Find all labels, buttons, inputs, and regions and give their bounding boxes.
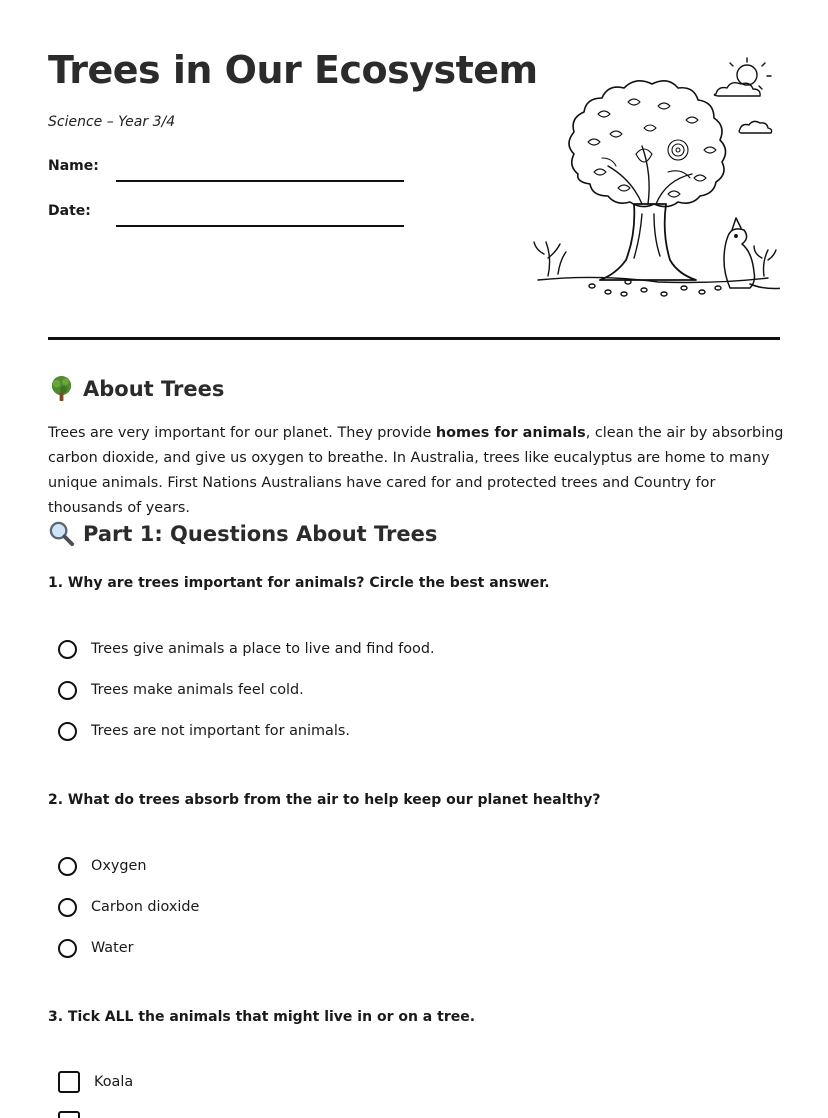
subject-subtitle: Science – Year 3/4 xyxy=(48,114,176,130)
header-divider xyxy=(48,337,780,340)
radio-circle[interactable] xyxy=(58,898,77,917)
part1-heading xyxy=(48,520,437,547)
q2-option-2[interactable] xyxy=(58,895,199,919)
radio-circle[interactable] xyxy=(58,681,77,700)
name-label: Name: xyxy=(48,158,99,174)
about-heading-text: About Trees xyxy=(83,376,225,401)
option-label: Oxygen xyxy=(91,858,147,874)
q1-option-2[interactable] xyxy=(58,678,304,702)
date-label: Date: xyxy=(48,203,91,219)
checkbox[interactable] xyxy=(58,1111,80,1118)
cloud-icon xyxy=(714,83,760,96)
option-label: Water xyxy=(91,940,134,956)
page-title: Trees in Our Ecosystem xyxy=(48,48,538,92)
option-label: Carbon dioxide xyxy=(91,899,200,915)
tree-trunk xyxy=(600,204,696,280)
q3-option-1[interactable] xyxy=(58,1070,133,1094)
q1-option-3[interactable] xyxy=(58,719,350,743)
date-write-line[interactable] xyxy=(116,225,404,227)
question-2: 2. What do trees absorb from the air to help keep our planet healthy? xyxy=(48,792,601,808)
checkbox[interactable] xyxy=(58,1071,80,1093)
radio-circle[interactable] xyxy=(58,857,77,876)
q3-option-2[interactable] xyxy=(58,1110,80,1118)
option-label: Trees give animals a place to live and find food. xyxy=(91,641,435,657)
tree-icon xyxy=(48,375,75,402)
q2-option-1[interactable] xyxy=(58,854,146,878)
q2-option-3[interactable] xyxy=(58,936,134,960)
option-label: Trees are not important for animals. xyxy=(91,723,350,739)
about-text-end: , clean the air by absorbing carbon dioxide, and give us oxygen to breathe. In Australia, trees like eucalyptus are home to many unique animals. First Nations Australians have cared for and protected trees and Country for thousands of years. xyxy=(48,425,784,516)
radio-circle[interactable] xyxy=(58,640,77,659)
question-1: 1. Why are trees important for animals? Circle the best answer. xyxy=(48,575,550,591)
option-label: Koala xyxy=(94,1074,134,1090)
q1-option-1[interactable] xyxy=(58,637,435,661)
about-bold-text: homes for animals xyxy=(435,425,586,441)
date-field[interactable] xyxy=(48,203,408,233)
option-label: Trees make animals feel cold. xyxy=(91,682,304,698)
name-write-line[interactable] xyxy=(116,180,404,182)
radio-circle[interactable] xyxy=(58,939,77,958)
radio-circle[interactable] xyxy=(58,722,77,741)
tree-kangaroo-illustration xyxy=(518,54,780,304)
cloud-icon xyxy=(739,121,771,133)
question-3: 3. Tick ALL the animals that might live in or on a tree. xyxy=(48,1009,476,1025)
tree-canopy xyxy=(569,81,726,207)
magnifying-glass-icon xyxy=(48,520,75,547)
about-text-start: Trees are very important for our planet. They provide xyxy=(48,425,436,441)
kangaroo-figure xyxy=(724,218,780,289)
about-heading xyxy=(48,375,224,402)
name-field[interactable] xyxy=(48,158,408,188)
part1-heading-text: Part 1: Questions About Trees xyxy=(83,521,438,546)
about-paragraph xyxy=(48,421,784,521)
worksheet-header xyxy=(48,0,780,340)
